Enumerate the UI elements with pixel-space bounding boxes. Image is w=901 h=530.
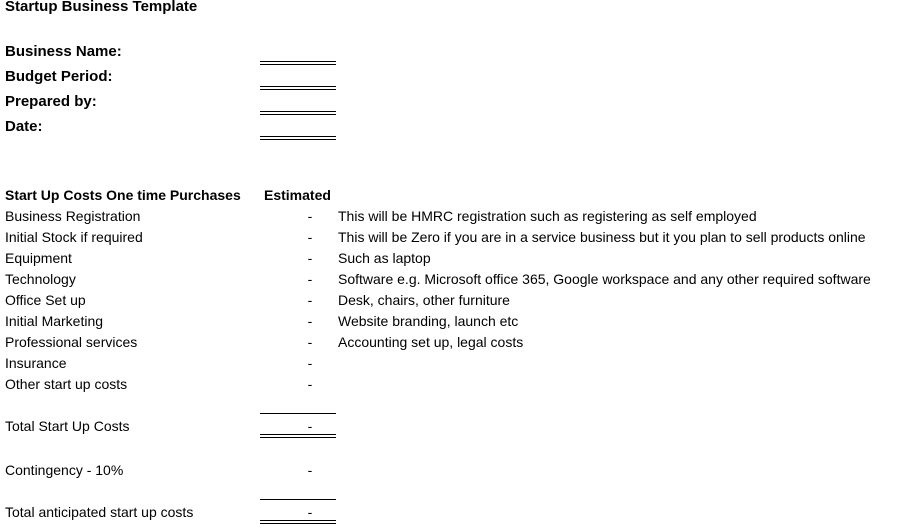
- row-estimated-value[interactable]: -: [307, 355, 313, 371]
- row-label: Office Set up: [5, 292, 86, 308]
- total-start-up-costs-label: Total Start Up Costs: [5, 418, 130, 434]
- contingency-value[interactable]: -: [307, 462, 313, 478]
- row-estimated-value[interactable]: -: [307, 229, 313, 245]
- row-note: Accounting set up, legal costs: [338, 334, 524, 350]
- total-start-up-costs-value[interactable]: -: [307, 418, 313, 434]
- date-label: Date:: [5, 118, 43, 135]
- row-note: Website branding, launch etc: [338, 313, 519, 329]
- row-estimated-value[interactable]: -: [307, 208, 313, 224]
- row-label: Initial Marketing: [5, 313, 104, 329]
- estimated-column-header: Estimated: [264, 187, 331, 203]
- business-name-input[interactable]: [260, 61, 336, 65]
- budget-period-label: Budget Period:: [5, 68, 113, 85]
- prepared-by-label: Prepared by:: [5, 93, 97, 110]
- anticipated-top-border: [260, 499, 336, 500]
- row-label: Other start up costs: [5, 376, 128, 392]
- total-double-underline: [260, 434, 336, 438]
- row-estimated-value[interactable]: -: [307, 271, 313, 287]
- business-name-label: Business Name:: [5, 43, 122, 60]
- row-label: Professional services: [5, 334, 138, 350]
- total-anticipated-value[interactable]: -: [307, 504, 313, 520]
- budget-period-input[interactable]: [260, 86, 336, 90]
- row-note: This will be HMRC registration such as registering as self employed: [338, 208, 757, 224]
- row-estimated-value[interactable]: -: [307, 334, 313, 350]
- row-label: Equipment: [5, 250, 72, 266]
- prepared-by-input[interactable]: [260, 111, 336, 115]
- row-estimated-value[interactable]: -: [307, 292, 313, 308]
- row-estimated-value[interactable]: -: [307, 376, 313, 392]
- row-estimated-value[interactable]: -: [307, 313, 313, 329]
- row-label: Business Registration: [5, 208, 141, 224]
- row-note: Such as laptop: [338, 250, 431, 266]
- row-label: Technology: [5, 271, 76, 287]
- row-note: Software e.g. Microsoft office 365, Google workspace and any other required software: [338, 271, 871, 287]
- total-anticipated-label: Total anticipated start up costs: [5, 504, 194, 520]
- row-note: Desk, chairs, other furniture: [338, 292, 510, 308]
- contingency-label: Contingency - 10%: [5, 462, 124, 478]
- costs-section-header: Start Up Costs One time Purchases: [5, 187, 241, 203]
- page-title: Startup Business Template: [5, 0, 198, 15]
- row-estimated-value[interactable]: -: [307, 250, 313, 266]
- row-label: Initial Stock if required: [5, 229, 143, 245]
- row-label: Insurance: [5, 355, 67, 371]
- row-note: This will be Zero if you are in a service business but it you plan to sell products online: [338, 229, 866, 245]
- date-input[interactable]: [260, 136, 336, 140]
- anticipated-double-underline: [260, 520, 336, 524]
- total-top-border: [260, 413, 336, 414]
